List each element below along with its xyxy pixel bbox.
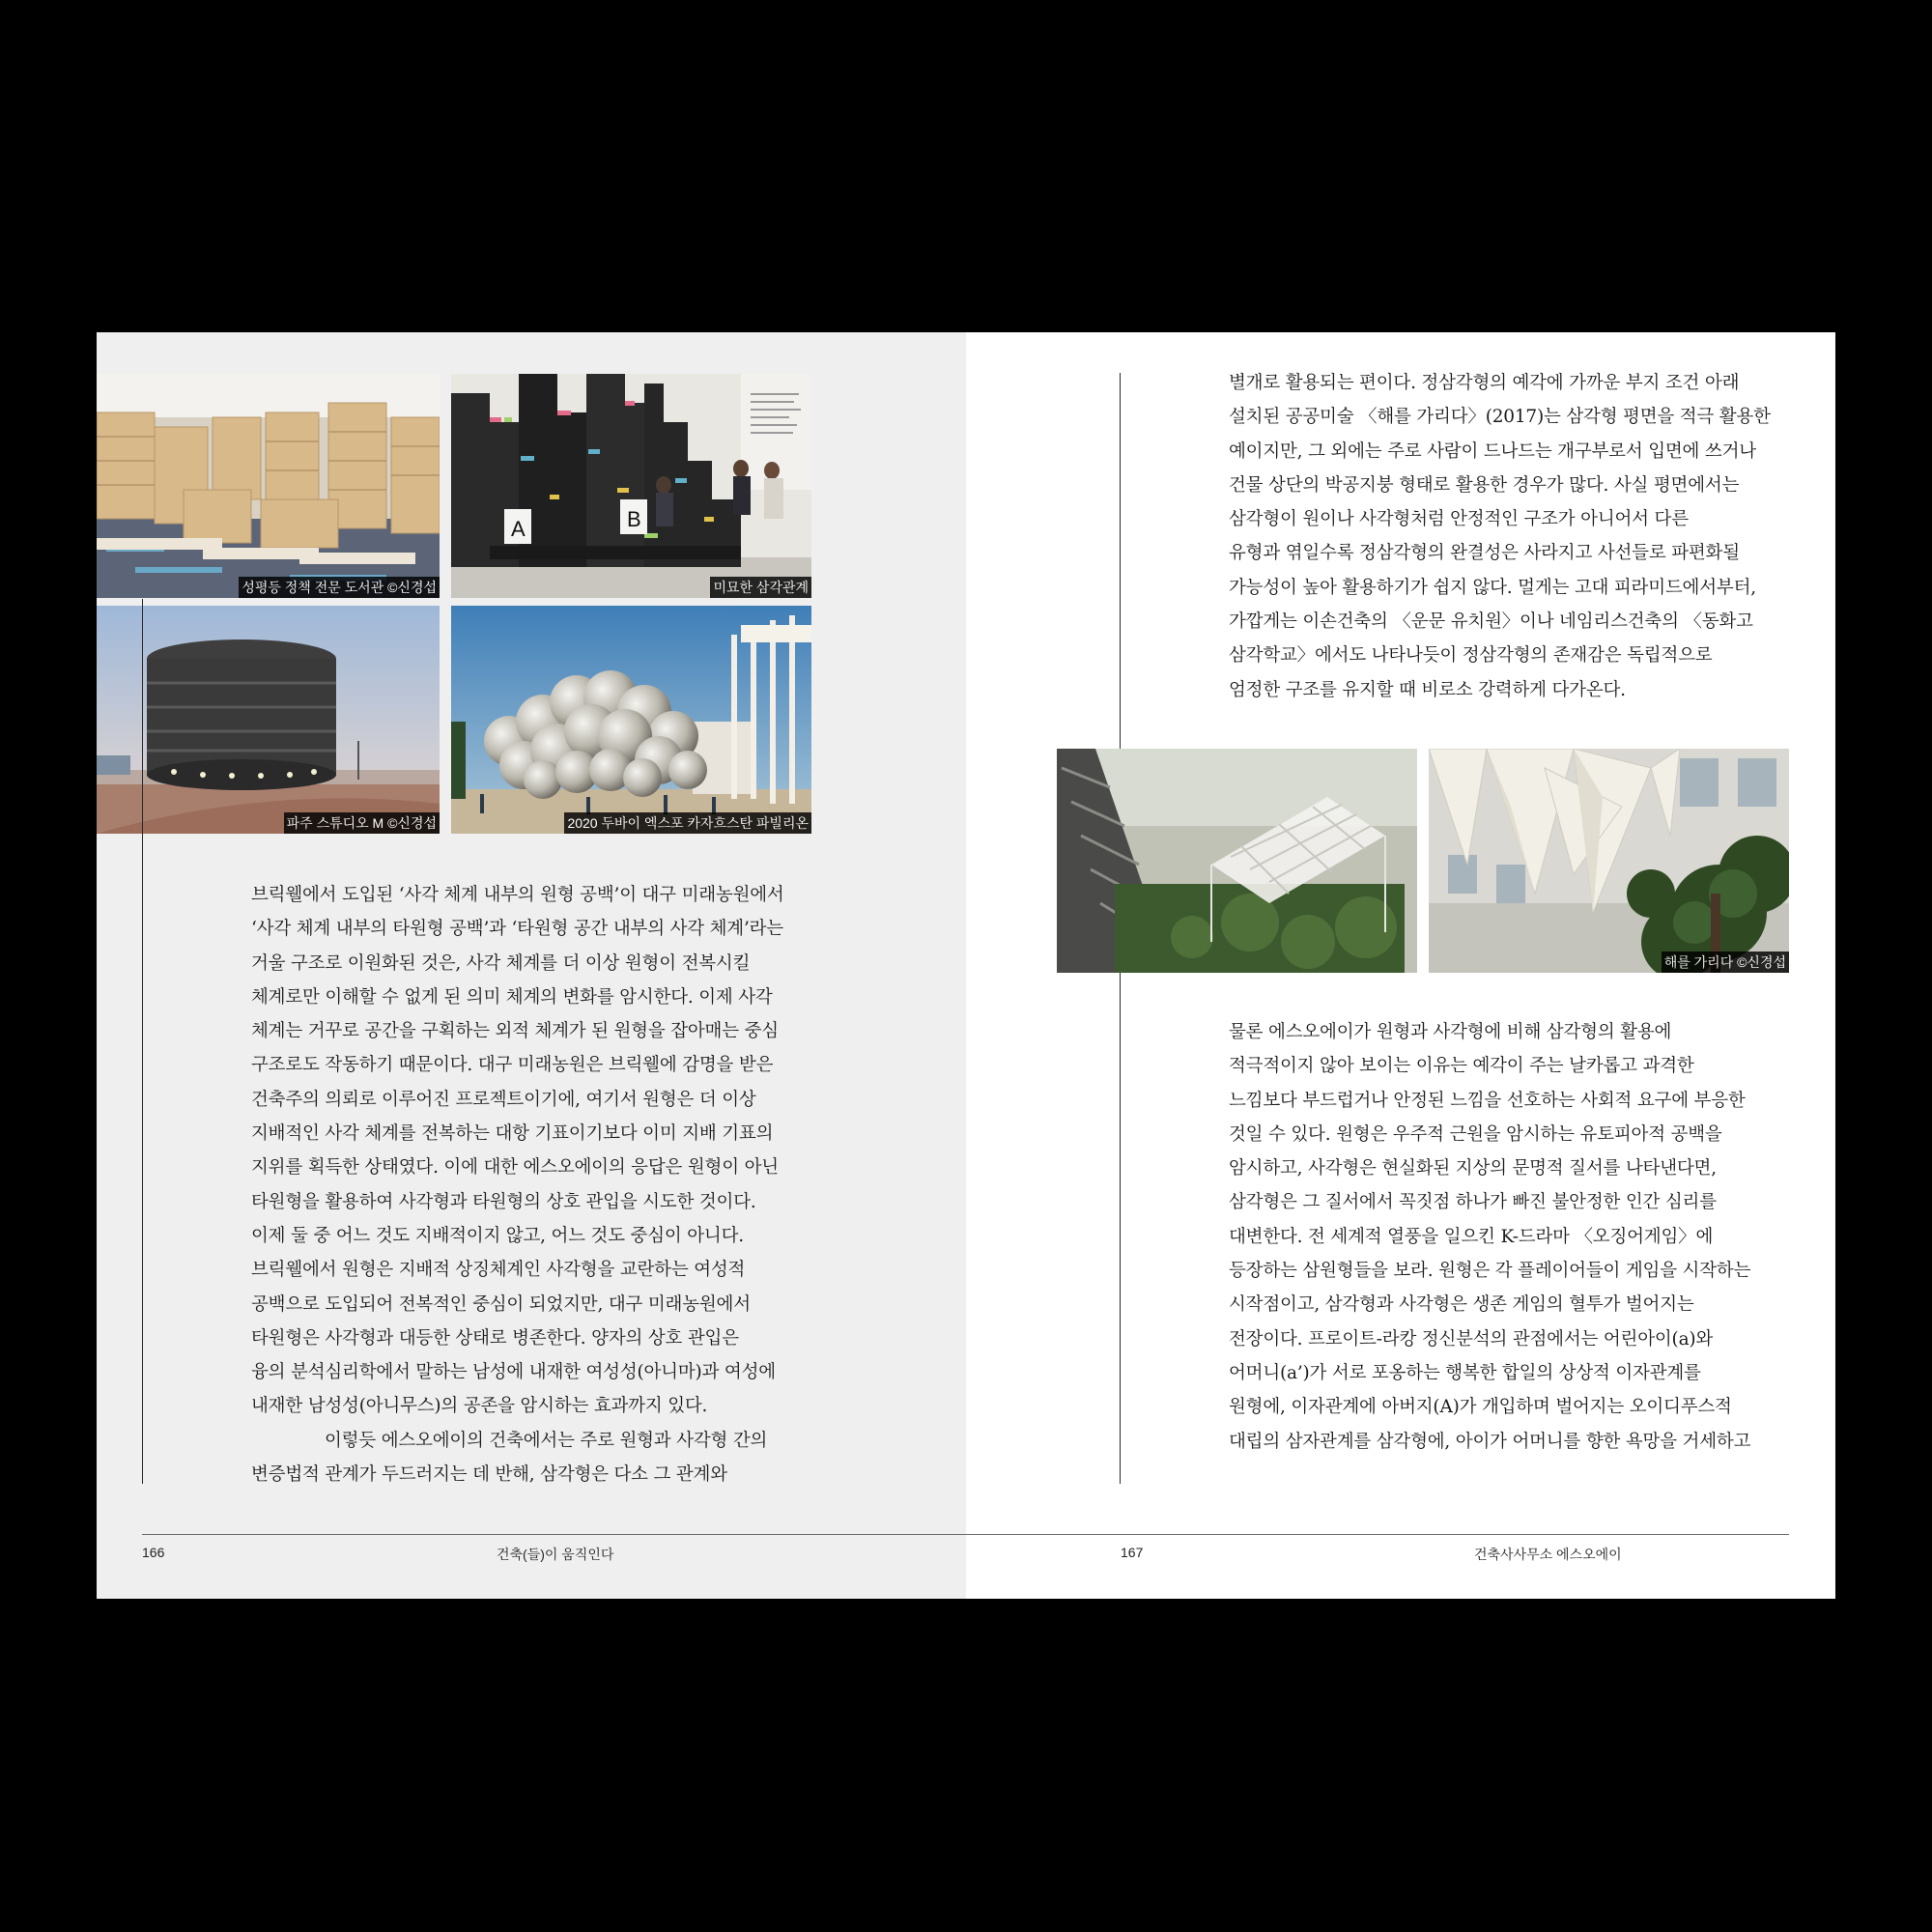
body-line: 삼각학교〉에서도 나타나듯이 정삼각형의 존재감은 독립적으로 [1229,645,1713,667]
library-photo-caption: 성평등 정책 전문 도서관 ©신경섭 [239,577,440,598]
marker-a: A [511,517,526,541]
body-line: 엄정한 구조를 유지할 때 비로소 강력하게 다가온다. [1229,679,1626,700]
body-line: 체계는 거꾸로 공간을 구획하는 외적 체계가 된 원형을 잡아매는 중심 [251,1021,779,1042]
left-running-title: 건축(들)이 움직인다 [497,1547,614,1562]
body-line: 어머니(a’)가 서로 포옹하는 행복한 합일의 상상적 이자관계를 [1229,1362,1701,1383]
marker-b: B [627,507,641,531]
body-line: 예이지만, 그 외에는 주로 사람이 드나드는 개구부로서 입면에 쓰거나 [1229,440,1756,462]
canopy-photo [1057,749,1417,973]
left-page-number: 166 [142,1545,165,1560]
library-photo [97,374,440,598]
left-column-rule [142,599,143,1484]
left-body-text [251,878,784,1492]
body-line: 암시하고, 사각형은 현실화된 지상의 문명적 질서를 나타낸다면, [1229,1158,1717,1179]
body-line: 타원형을 활용하여 사각형과 타원형의 상호 관입을 시도한 것이다. [251,1191,756,1212]
body-line: 시작점이고, 삼각형과 사각형은 생존 게임의 혈투가 벌어지는 [1229,1294,1694,1316]
sun-shade-photo [1429,749,1789,973]
right-top-text [1229,366,1771,707]
body-line: 건축주의 의뢰로 이루어진 프로젝트이기에, 여기서 원형은 더 이상 [251,1089,756,1110]
body-line: 유형과 엮일수록 정삼각형의 완결성은 사라지고 사선들로 파편화될 [1229,543,1740,564]
stair-shelves-photo [451,374,811,598]
body-line: 원형에, 이자관계에 아버지(A)가 개입하며 벌어지는 오이디푸스적 [1229,1397,1732,1418]
body-line: 적극적이지 않아 보이는 이유는 예각이 주는 날카롭고 과격한 [1229,1056,1694,1077]
body-line: 내재한 남성성(아니무스)의 공존을 암시하는 효과까지 있다. [251,1396,708,1417]
footer-rule [142,1534,1789,1535]
body-line: ‘사각 체계 내부의 타원형 공백’과 ‘타원형 공간 내부의 사각 체계’라는 [251,919,783,940]
body-line: 설치된 공공미술 〈해를 가리다〉(2017)는 삼각형 평면을 적극 활용한 [1229,407,1771,428]
right-running-title: 건축사사무소 에스오에이 [1474,1547,1622,1562]
studio-m-caption: 파주 스튜디오 M ©신경섭 [284,812,440,834]
body-line: 삼각형이 원이나 사각형처럼 안정적인 구조가 아니어서 다른 [1229,509,1689,530]
body-line: 전장이다. 프로이트-라캉 정신분석의 관점에서는 어린아이(a)와 [1229,1328,1714,1350]
body-line: 구조로도 작동하기 때문이다. 대구 미래농원은 브릭웰에 감명을 받은 [251,1055,774,1076]
body-line: 가능성이 높아 활용하기가 쉽지 않다. 멀게는 고대 피라미드에서부터, [1229,577,1756,598]
kazakhstan-pavilion-caption: 2020 두바이 엑스포 카자흐스탄 파빌리온 [564,812,811,834]
right-bottom-text [1229,1015,1750,1459]
body-line: 체계로만 이해할 수 없게 된 의미 체계의 변화를 암시한다. 이제 사각 [251,986,773,1008]
body-line: 이렇듯 에스오에이의 건축에서는 주로 원형과 사각형 간의 [325,1430,768,1451]
body-line: 별개로 활용되는 편이다. 정삼각형의 예각에 가까운 부지 조건 아래 [1229,373,1740,393]
body-line: 건물 상단의 박공지붕 형태로 활용한 경우가 많다. 사실 평면에서는 [1229,474,1740,496]
body-line: 느낌보다 부드럽거나 안정된 느낌을 선호하는 사회적 요구에 부응한 [1229,1090,1746,1111]
body-line: 대립의 삼자관계를 삼각형에, 아이가 어머니를 향한 욕망을 거세하고 [1229,1431,1751,1452]
body-line: 변증법적 관계가 두드러지는 데 반해, 삼각형은 다소 그 관계와 [251,1464,727,1486]
body-line: 등장하는 삼원형들을 보라. 원형은 각 플레이어들이 게임을 시작하는 [1229,1261,1751,1282]
body-line: 가깝게는 이손건축의 〈운문 유치원〉이나 네임리스건축의 〈동화고 [1229,611,1753,633]
body-line: 공백으로 도입되어 전복적인 중심이 되었지만, 대구 미래농원에서 [251,1293,751,1315]
body-line: 융의 분석심리학에서 말하는 남성에 내재한 여성성(아니마)과 여성에 [251,1362,776,1383]
body-line: 이제 둘 중 어느 것도 지배적이지 않고, 어느 것도 중심이 아니다. [251,1225,744,1246]
body-line: 거울 구조로 이원화된 것은, 사각 체계를 더 이상 원형이 전복시킬 [251,952,751,974]
body-line: 타원형은 사각형과 대등한 상태로 병존한다. 양자의 상호 관입은 [251,1327,739,1349]
body-line: 지위를 획득한 상태였다. 이에 대한 에스오에이의 응답은 원형이 아닌 [251,1157,779,1179]
kazakhstan-pavilion-photo [451,606,811,834]
stair-shelves-caption: 미묘한 삼각관계 [710,577,811,598]
body-line: 대변한다. 전 세계적 열풍을 일으킨 K-드라마 〈오징어게임〉에 [1229,1226,1714,1247]
body-line: 브릭웰에서 원형은 지배적 상징체계인 사각형을 교란하는 여성적 [251,1260,746,1281]
body-line: 삼각형은 그 질서에서 꼭짓점 하나가 빠진 불안정한 인간 심리를 [1229,1192,1717,1213]
body-line: 지배적인 사각 체계를 전복하는 대항 기표이기보다 이미 지배 기표의 [251,1123,774,1145]
body-line: 물론 에스오에이가 원형과 사각형에 비해 삼각형의 활용에 [1229,1022,1672,1042]
right-page-number: 167 [1121,1545,1144,1560]
body-line: 것일 수 있다. 원형은 우주적 근원을 암시하는 유토피아적 공백을 [1229,1123,1722,1145]
body-line: 브릭웰에서 도입된 ‘사각 체계 내부의 원형 공백’이 대구 미래농원에서 [251,885,784,905]
sun-shade-caption: 해를 가리다 ©신경섭 [1662,952,1789,973]
studio-m-photo [97,606,440,834]
